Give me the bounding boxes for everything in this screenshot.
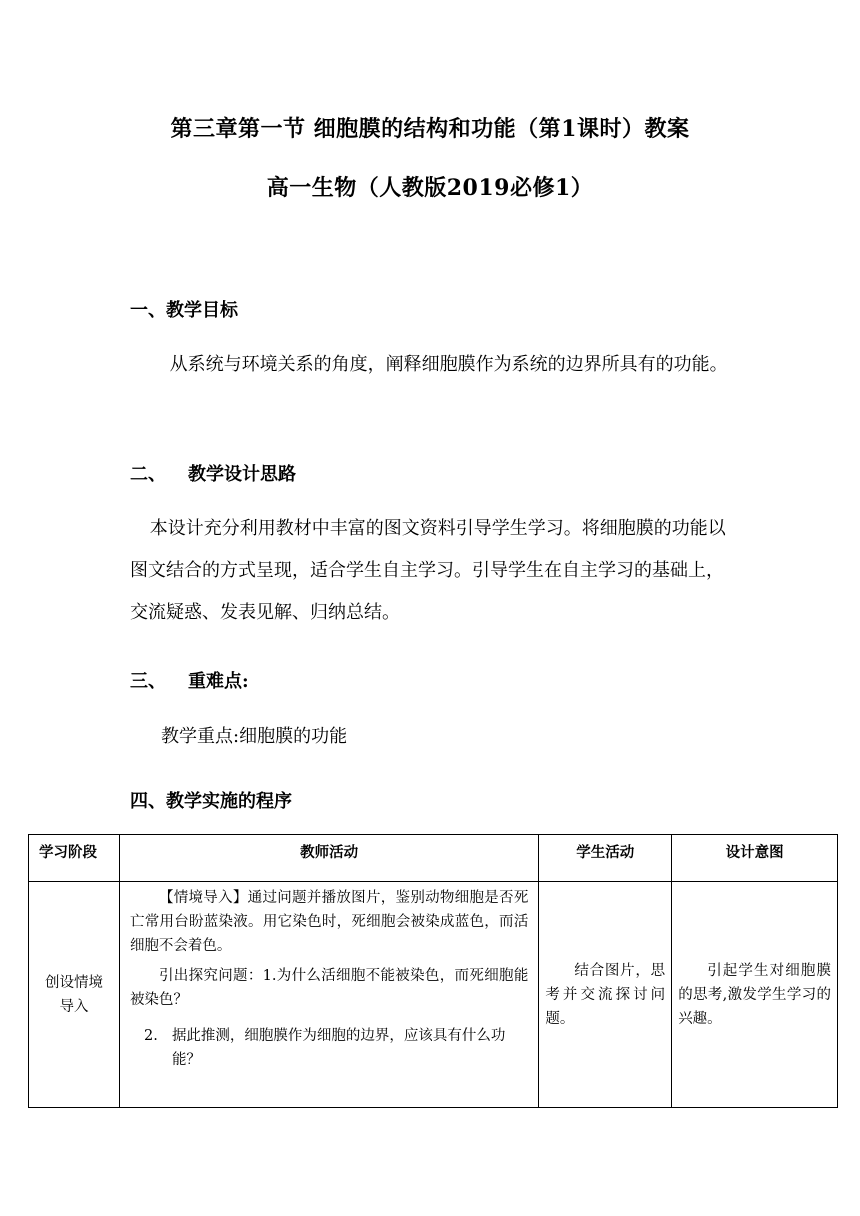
design-text: 本设计充分利用教材中丰富的图文资料引导学生学习。将细胞膜的功能以图文结合的方式呈现，适合学生自主学习。引导学生在自主学习的基础上，交流疑惑、发表见解、归纳总结。 [130, 518, 726, 623]
section-title: 教学目标 [166, 300, 238, 321]
document-subtitle: 高一生物（人教版2019必修1） [266, 175, 594, 201]
table-header-row [29, 835, 838, 882]
student-activity-cell: 结合图片，思考并交流探讨问题。 [539, 882, 672, 1108]
column-header: 学习阶段 [29, 835, 120, 882]
section-heading-procedure: 四、教学实施的程序 [130, 791, 292, 812]
section-number: 一、 [130, 300, 166, 321]
stage-cell: 创设情境导入 [29, 882, 120, 1108]
column-header: 学生活动 [539, 835, 672, 882]
list-number: 2. [144, 1028, 158, 1044]
section-title: 教学设计思路 [188, 464, 296, 485]
column-header: 教师活动 [119, 835, 538, 882]
design-intent-cell: 引起学生对细胞膜的思考,激发学生学习的兴趣。 [672, 882, 838, 1108]
section-heading-objectives [130, 296, 238, 322]
document-title: 第三章第一节 细胞膜的结构和功能（第1课时）教案 [170, 116, 690, 142]
procedure-table [28, 834, 838, 1108]
section-number: 三、 [130, 671, 166, 692]
list-item [130, 1024, 528, 1072]
table-row [29, 882, 838, 1108]
teacher-paragraph: 【情境导入】通过问题并播放图片，鉴别动物细胞是否死亡常用台盼蓝染液。用它染色时，死细胞会被染成蓝色，而活细胞不会着色。 [129, 890, 529, 954]
section-title: 重难点: [188, 671, 249, 692]
objectives-text: 从系统与环境关系的角度，阐释细胞膜作为系统的边界所具有的功能。 [169, 354, 728, 375]
key-points-text: 教学重点:细胞膜的功能 [161, 726, 348, 747]
section-heading-key-points [130, 667, 249, 693]
column-header: 设计意图 [672, 835, 838, 882]
teacher-paragraph: 引出探究问题：1.为什么活细胞不能被染色，而死细胞能被染色？ [129, 968, 529, 1008]
section-number: 二、 [130, 464, 166, 485]
section-heading-design [130, 460, 296, 486]
list-text: 据此推测，细胞膜作为细胞的边界，应该具有什么功能？ [171, 1028, 506, 1068]
teacher-activity-cell [119, 882, 538, 1108]
